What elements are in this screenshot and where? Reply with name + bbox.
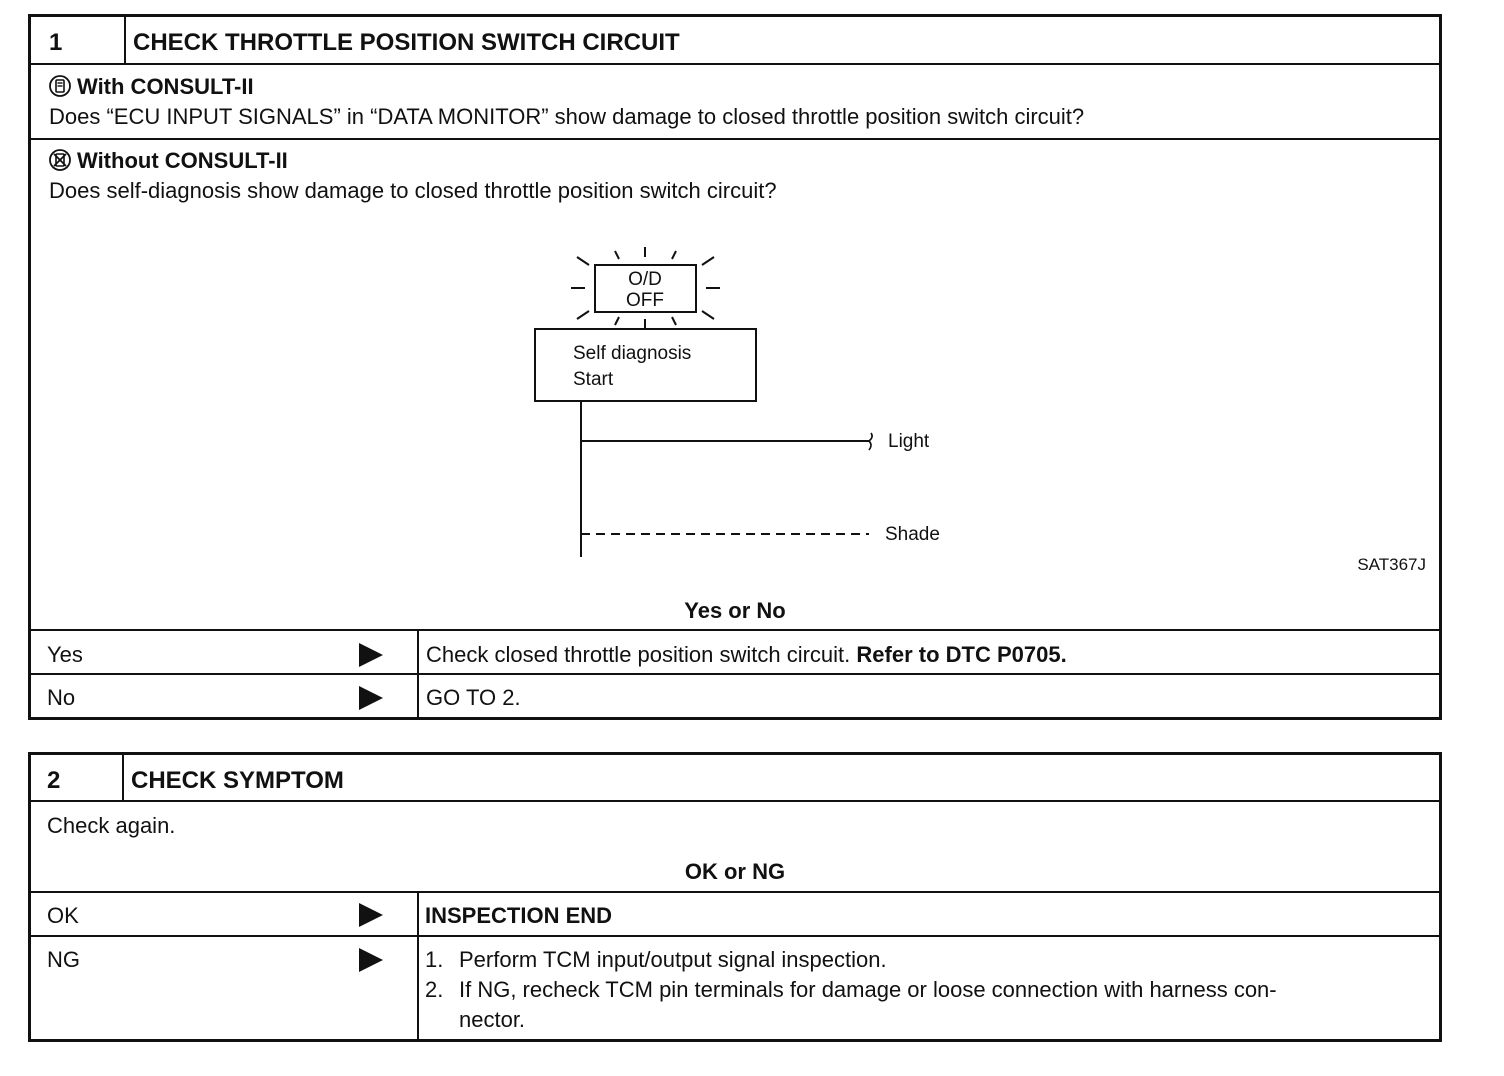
with-consult-heading: With CONSULT-II bbox=[49, 74, 254, 100]
answer-yes: Yes bbox=[47, 642, 83, 667]
ng-item-2-text: If NG, recheck TCM pin terminals for damage or loose connection with harness con- bbox=[459, 977, 1277, 1002]
answer-no: No bbox=[47, 685, 76, 710]
ng-item-2-number: 2. bbox=[425, 977, 444, 1002]
lamp-label-off: OFF bbox=[626, 290, 664, 311]
arrow-right-icon bbox=[359, 686, 383, 710]
ok-ng-label: OK or NG bbox=[684, 859, 786, 884]
lamp-label-od: O/D bbox=[628, 269, 662, 290]
row-divider bbox=[31, 891, 1439, 893]
step-2-table bbox=[28, 752, 1442, 1042]
answer-ok: OK bbox=[47, 903, 79, 928]
answer-divider bbox=[417, 891, 419, 1039]
row-divider bbox=[31, 935, 1439, 937]
row-divider bbox=[31, 800, 1439, 802]
with-consult-question: Does “ECU INPUT SIGNALS” in “DATA MONITOR” show damage to closed throttle position switch circuit? bbox=[49, 104, 1085, 129]
ng-item-1-text: Perform TCM input/output signal inspection. bbox=[459, 947, 887, 972]
step-1-table bbox=[28, 14, 1442, 720]
light-label: Light bbox=[888, 431, 930, 452]
figure-code: SAT367J bbox=[1357, 555, 1426, 574]
start-label: Start bbox=[573, 369, 614, 390]
answer-ng: NG bbox=[47, 947, 80, 972]
step-2-title: CHECK SYMPTOM bbox=[131, 767, 344, 794]
ng-item-1-number: 1. bbox=[425, 947, 444, 972]
step-2-number: 2 bbox=[47, 767, 61, 794]
self-diagnosis-label: Self diagnosis bbox=[573, 343, 692, 364]
header-divider bbox=[122, 755, 124, 800]
break-mark-icon bbox=[869, 433, 872, 450]
yes-no-label: Yes or No bbox=[684, 598, 786, 623]
self-diagnosis-figure bbox=[31, 17, 1439, 617]
ng-item-2-continuation: nector. bbox=[459, 1007, 526, 1032]
ok-action: INSPECTION END bbox=[425, 903, 613, 928]
shade-label: Shade bbox=[885, 524, 940, 545]
row-divider bbox=[31, 673, 1439, 675]
step-1-title: CHECK THROTTLE POSITION SWITCH CIRCUIT bbox=[133, 29, 680, 56]
arrow-right-icon bbox=[359, 948, 383, 972]
without-consult-question: Does self-diagnosis show damage to closed throttle position switch circuit? bbox=[49, 178, 777, 203]
without-consult-heading: Without CONSULT-II bbox=[49, 148, 288, 174]
no-action: GO TO 2. bbox=[426, 685, 521, 710]
check-again-text: Check again. bbox=[47, 813, 176, 838]
row-divider bbox=[31, 629, 1439, 631]
yes-action: Check closed throttle position switch circuit. Refer to DTC P0705. bbox=[426, 642, 1067, 667]
arrow-right-icon bbox=[359, 903, 383, 927]
self-diagnosis-box bbox=[535, 329, 756, 401]
arrow-right-icon bbox=[359, 643, 383, 667]
step-1-number: 1 bbox=[49, 29, 63, 56]
